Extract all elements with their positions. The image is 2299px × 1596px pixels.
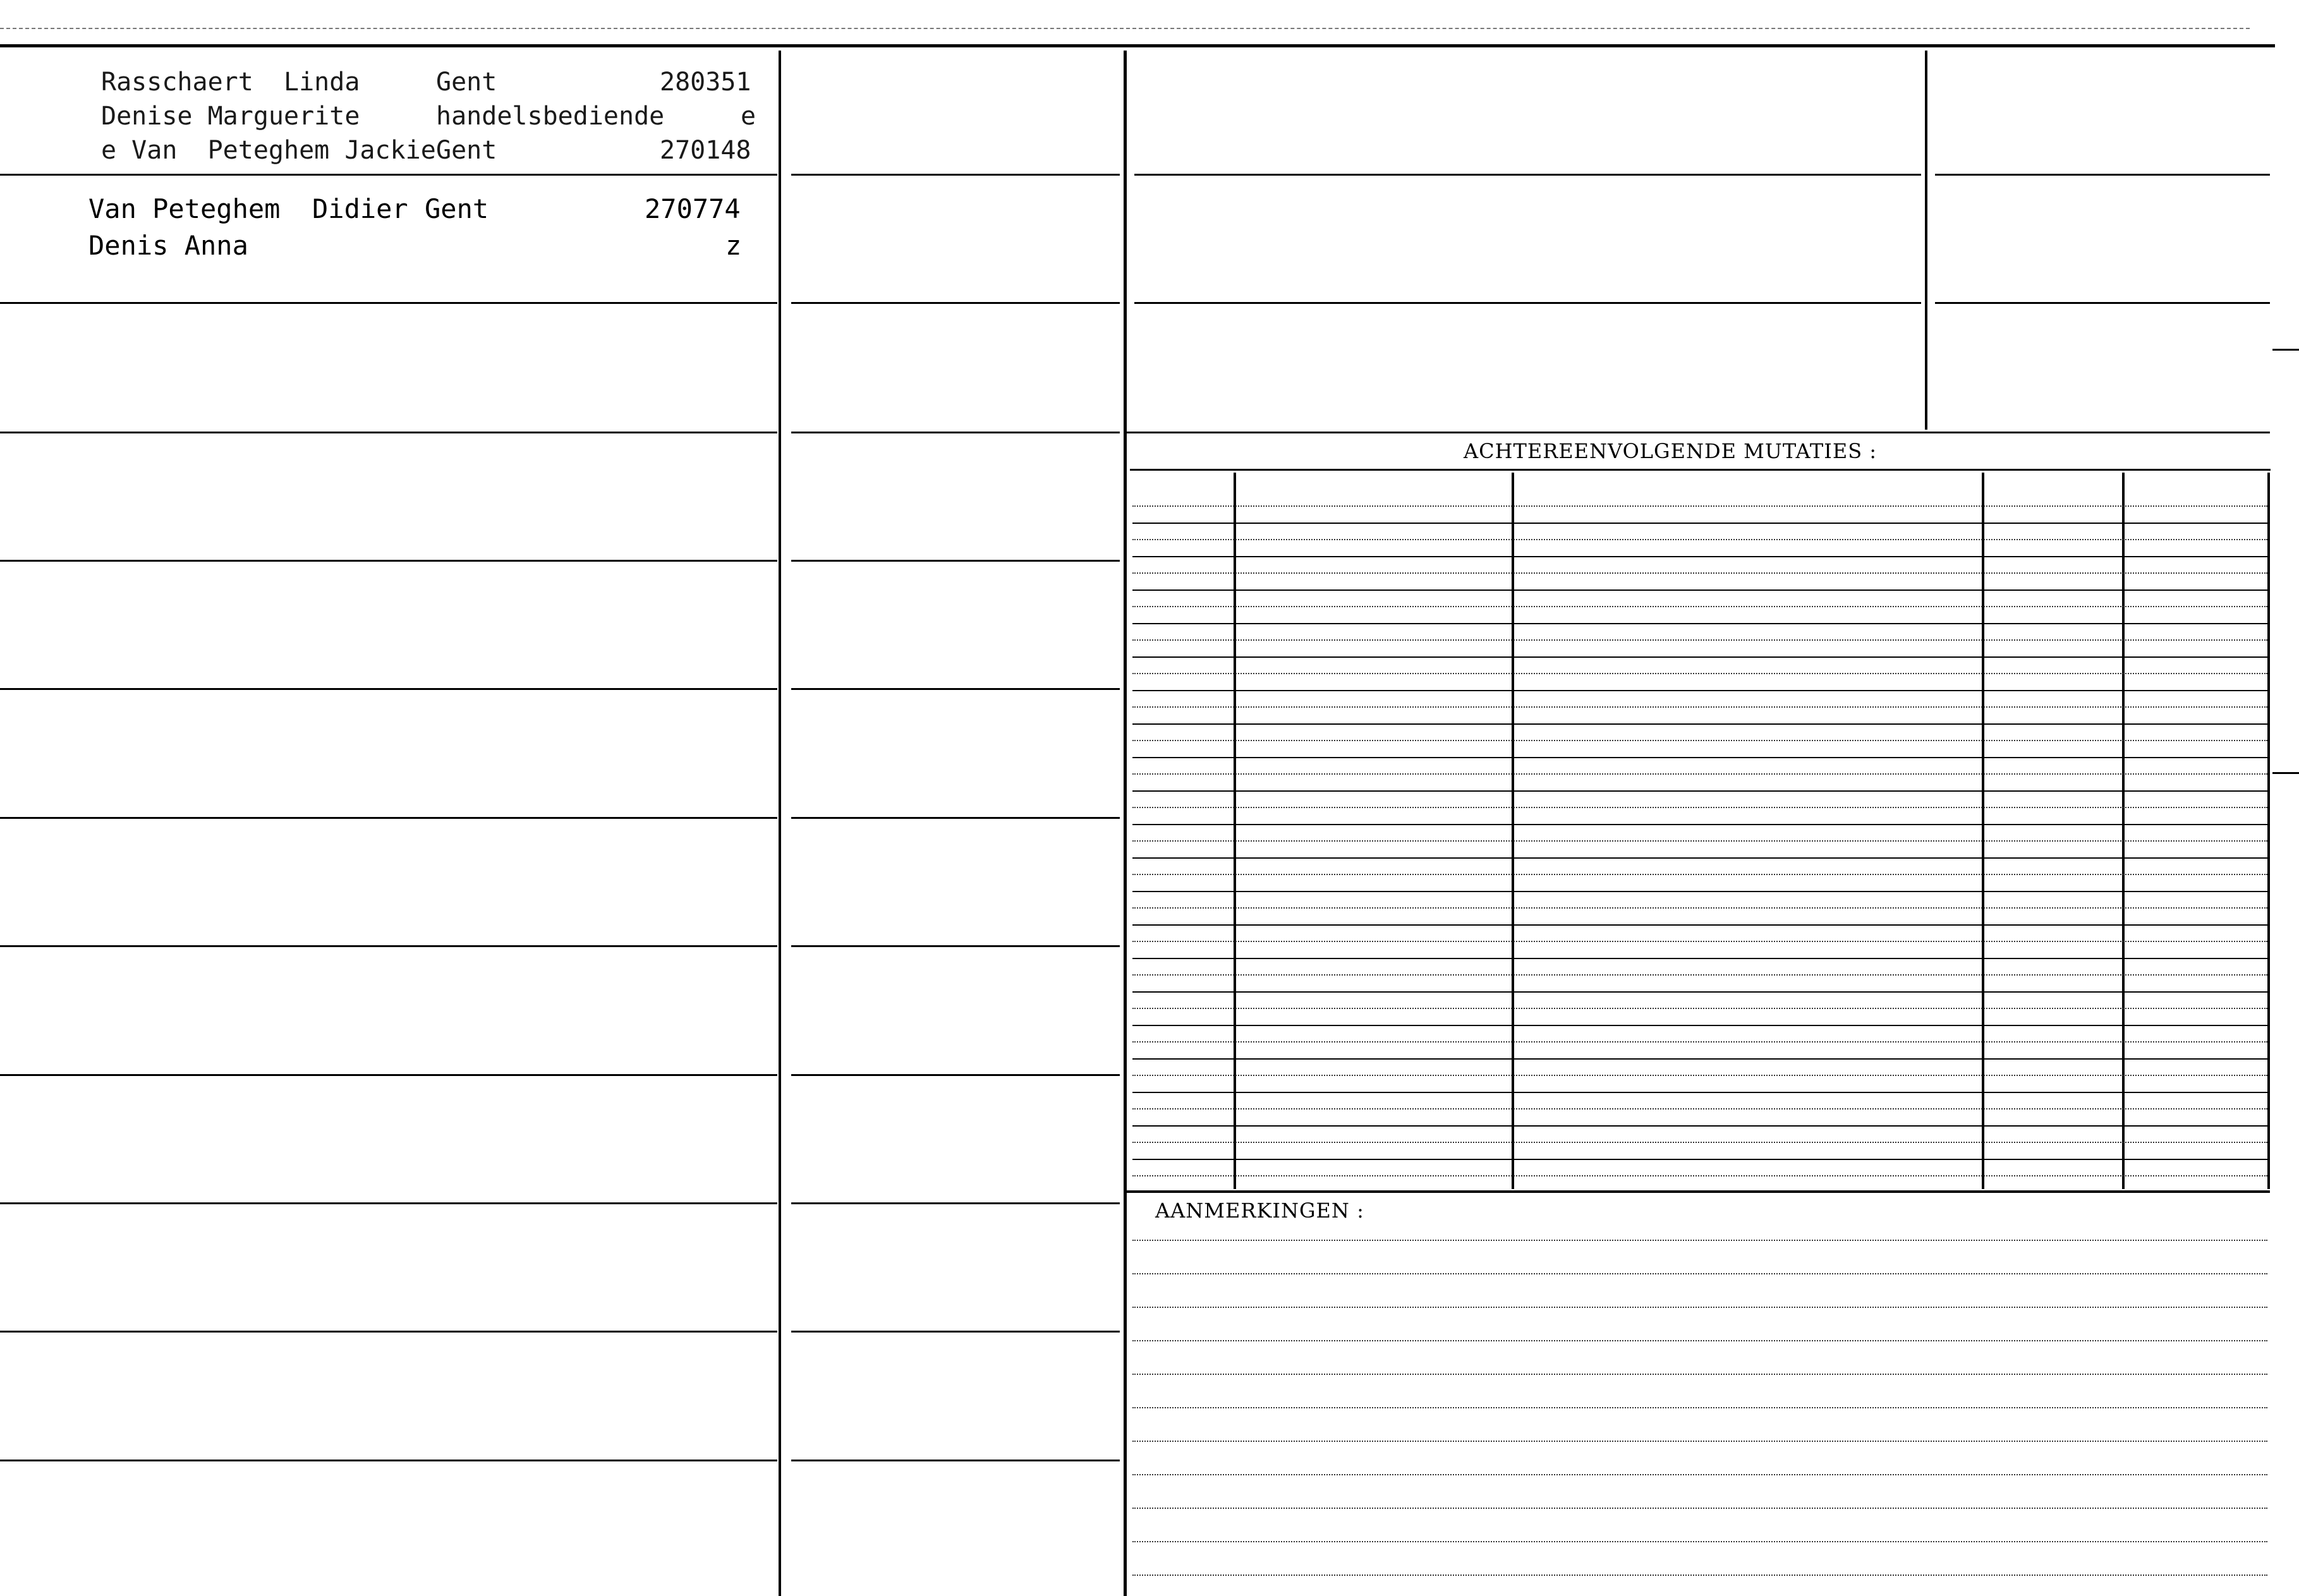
header-dashed-strip (0, 28, 2250, 29)
remarks-line (1132, 1575, 2267, 1576)
register-row-line-left (0, 1331, 777, 1333)
record-2-line-2: Denis Anna (88, 230, 248, 261)
register-row-line-left (0, 174, 777, 176)
mutations-table-bottom (1126, 1190, 2270, 1193)
right-row-line-1 (1134, 174, 1921, 176)
mutations-row-line (1132, 1142, 2267, 1143)
register-row-line-middle (791, 1460, 1120, 1461)
remarks-line (1132, 1474, 2267, 1475)
record-2-line-1: Van Peteghem Didier (88, 193, 408, 224)
right-row-line-3 (1126, 432, 2270, 433)
mutations-row-line (1132, 757, 2267, 758)
mutations-row-line (1132, 723, 2267, 725)
mutations-row-line (1132, 874, 2267, 875)
right-row-line-1b (1935, 174, 2270, 176)
mutations-row-line (1132, 807, 2267, 808)
middle-column-divider (1124, 51, 1127, 1596)
mutations-row-line (1132, 639, 2267, 641)
mutations-col-1 (1234, 473, 1236, 1189)
remarks-line (1132, 1541, 2267, 1542)
mutations-row-line (1132, 1159, 2267, 1160)
mutations-col-5 (2267, 473, 2270, 1189)
remarks-line (1132, 1374, 2267, 1375)
right-row-line-2 (1134, 302, 1921, 304)
remarks-line (1132, 1307, 2267, 1308)
mutations-row-line (1132, 623, 2267, 624)
mutations-row-line (1132, 891, 2267, 892)
mutations-row-line (1132, 924, 2267, 926)
mutations-row-line (1132, 974, 2267, 976)
mutations-row-line (1132, 572, 2267, 574)
edge-tick-2 (2272, 772, 2299, 774)
register-row-line-left (0, 688, 777, 690)
register-row-line-middle (791, 688, 1120, 690)
mutations-row-line (1132, 1041, 2267, 1043)
register-row-line-left (0, 1460, 777, 1461)
register-row-line-middle (791, 432, 1120, 433)
mutations-row-line (1132, 606, 2267, 607)
register-row-line-middle (791, 1331, 1120, 1333)
mutations-row-line (1132, 958, 2267, 959)
register-row-line-middle (791, 174, 1120, 176)
mutations-row-line (1132, 824, 2267, 825)
register-row-line-middle (791, 817, 1120, 819)
register-row-line-middle (791, 1202, 1120, 1204)
record-2-line-1-place: Gent (425, 193, 489, 224)
mutations-col-2 (1512, 473, 1514, 1189)
mutations-row-line (1132, 1125, 2267, 1127)
remarks-line (1132, 1340, 2267, 1341)
register-row-line-middle (791, 302, 1120, 304)
record-1-line-3-place: Gent (436, 136, 497, 165)
remarks-line (1132, 1240, 2267, 1241)
mutations-row-line (1132, 991, 2267, 993)
mutations-row-line (1132, 589, 2267, 591)
record-1-line-2: Denise Marguerite (101, 102, 360, 131)
remarks-heading: AANMERKINGEN : (1155, 1199, 1364, 1223)
register-row-line-left (0, 817, 777, 819)
register-row-line-left (0, 945, 777, 947)
mutations-row-line (1132, 1092, 2267, 1093)
top-border-line (0, 44, 2275, 47)
mutations-row-line (1132, 773, 2267, 775)
mutations-col-3 (1982, 473, 1984, 1189)
mutations-row-line (1132, 1058, 2267, 1060)
mutations-row-line (1132, 1108, 2267, 1109)
mutations-row-line (1132, 941, 2267, 942)
remarks-line (1132, 1407, 2267, 1408)
mutations-row-line (1132, 740, 2267, 741)
mutations-row-line (1132, 505, 2267, 507)
register-row-line-left (0, 302, 777, 304)
left-column-divider (779, 51, 781, 1596)
record-1-line-2-code: e (741, 102, 756, 131)
register-row-line-left (0, 432, 777, 433)
mutations-row-line (1132, 1175, 2267, 1176)
record-1-line-3: e Van Peteghem Jackie (101, 136, 436, 165)
mutations-row-line (1132, 907, 2267, 909)
mutations-col-4 (2122, 473, 2125, 1189)
right-row-line-2b (1935, 302, 2270, 304)
register-row-line-left (0, 560, 777, 562)
register-row-line-middle (791, 1074, 1120, 1076)
remarks-line (1132, 1508, 2267, 1509)
record-1-line-1-code: 280351 (660, 68, 751, 97)
mutations-row-line (1132, 556, 2267, 557)
mutations-row-line (1132, 1075, 2267, 1076)
mutations-row-line (1132, 840, 2267, 842)
mutations-row-line (1132, 857, 2267, 859)
mutations-row-line (1132, 690, 2267, 691)
mutations-row-line (1132, 673, 2267, 674)
record-2-line-2-code: z (725, 230, 742, 261)
mutations-table-top (1130, 469, 2271, 471)
mutations-row-line (1132, 706, 2267, 708)
right-top-divider (1925, 51, 1927, 430)
mutations-row-line (1132, 1025, 2267, 1026)
record-1-line-1: Rasschaert Linda (101, 68, 360, 97)
remarks-line (1132, 1273, 2267, 1274)
record-1-line-3-code: 270148 (660, 136, 751, 165)
register-row-line-middle (791, 945, 1120, 947)
record-1-line-2-occupation: handelsbediende (436, 102, 665, 131)
remarks-line (1132, 1441, 2267, 1442)
mutations-row-line (1132, 523, 2267, 524)
edge-tick-1 (2272, 349, 2299, 351)
register-row-line-left (0, 1074, 777, 1076)
mutations-row-line (1132, 539, 2267, 540)
record-1-line-1-place: Gent (436, 68, 497, 97)
mutations-row-line (1132, 790, 2267, 792)
mutations-row-line (1132, 656, 2267, 658)
mutations-heading: ACHTEREENVOLGENDE MUTATIES : (1464, 439, 1877, 463)
mutations-row-line (1132, 1008, 2267, 1009)
register-row-line-left (0, 1202, 777, 1204)
register-row-line-middle (791, 560, 1120, 562)
record-2-line-1-code: 270774 (645, 193, 741, 224)
